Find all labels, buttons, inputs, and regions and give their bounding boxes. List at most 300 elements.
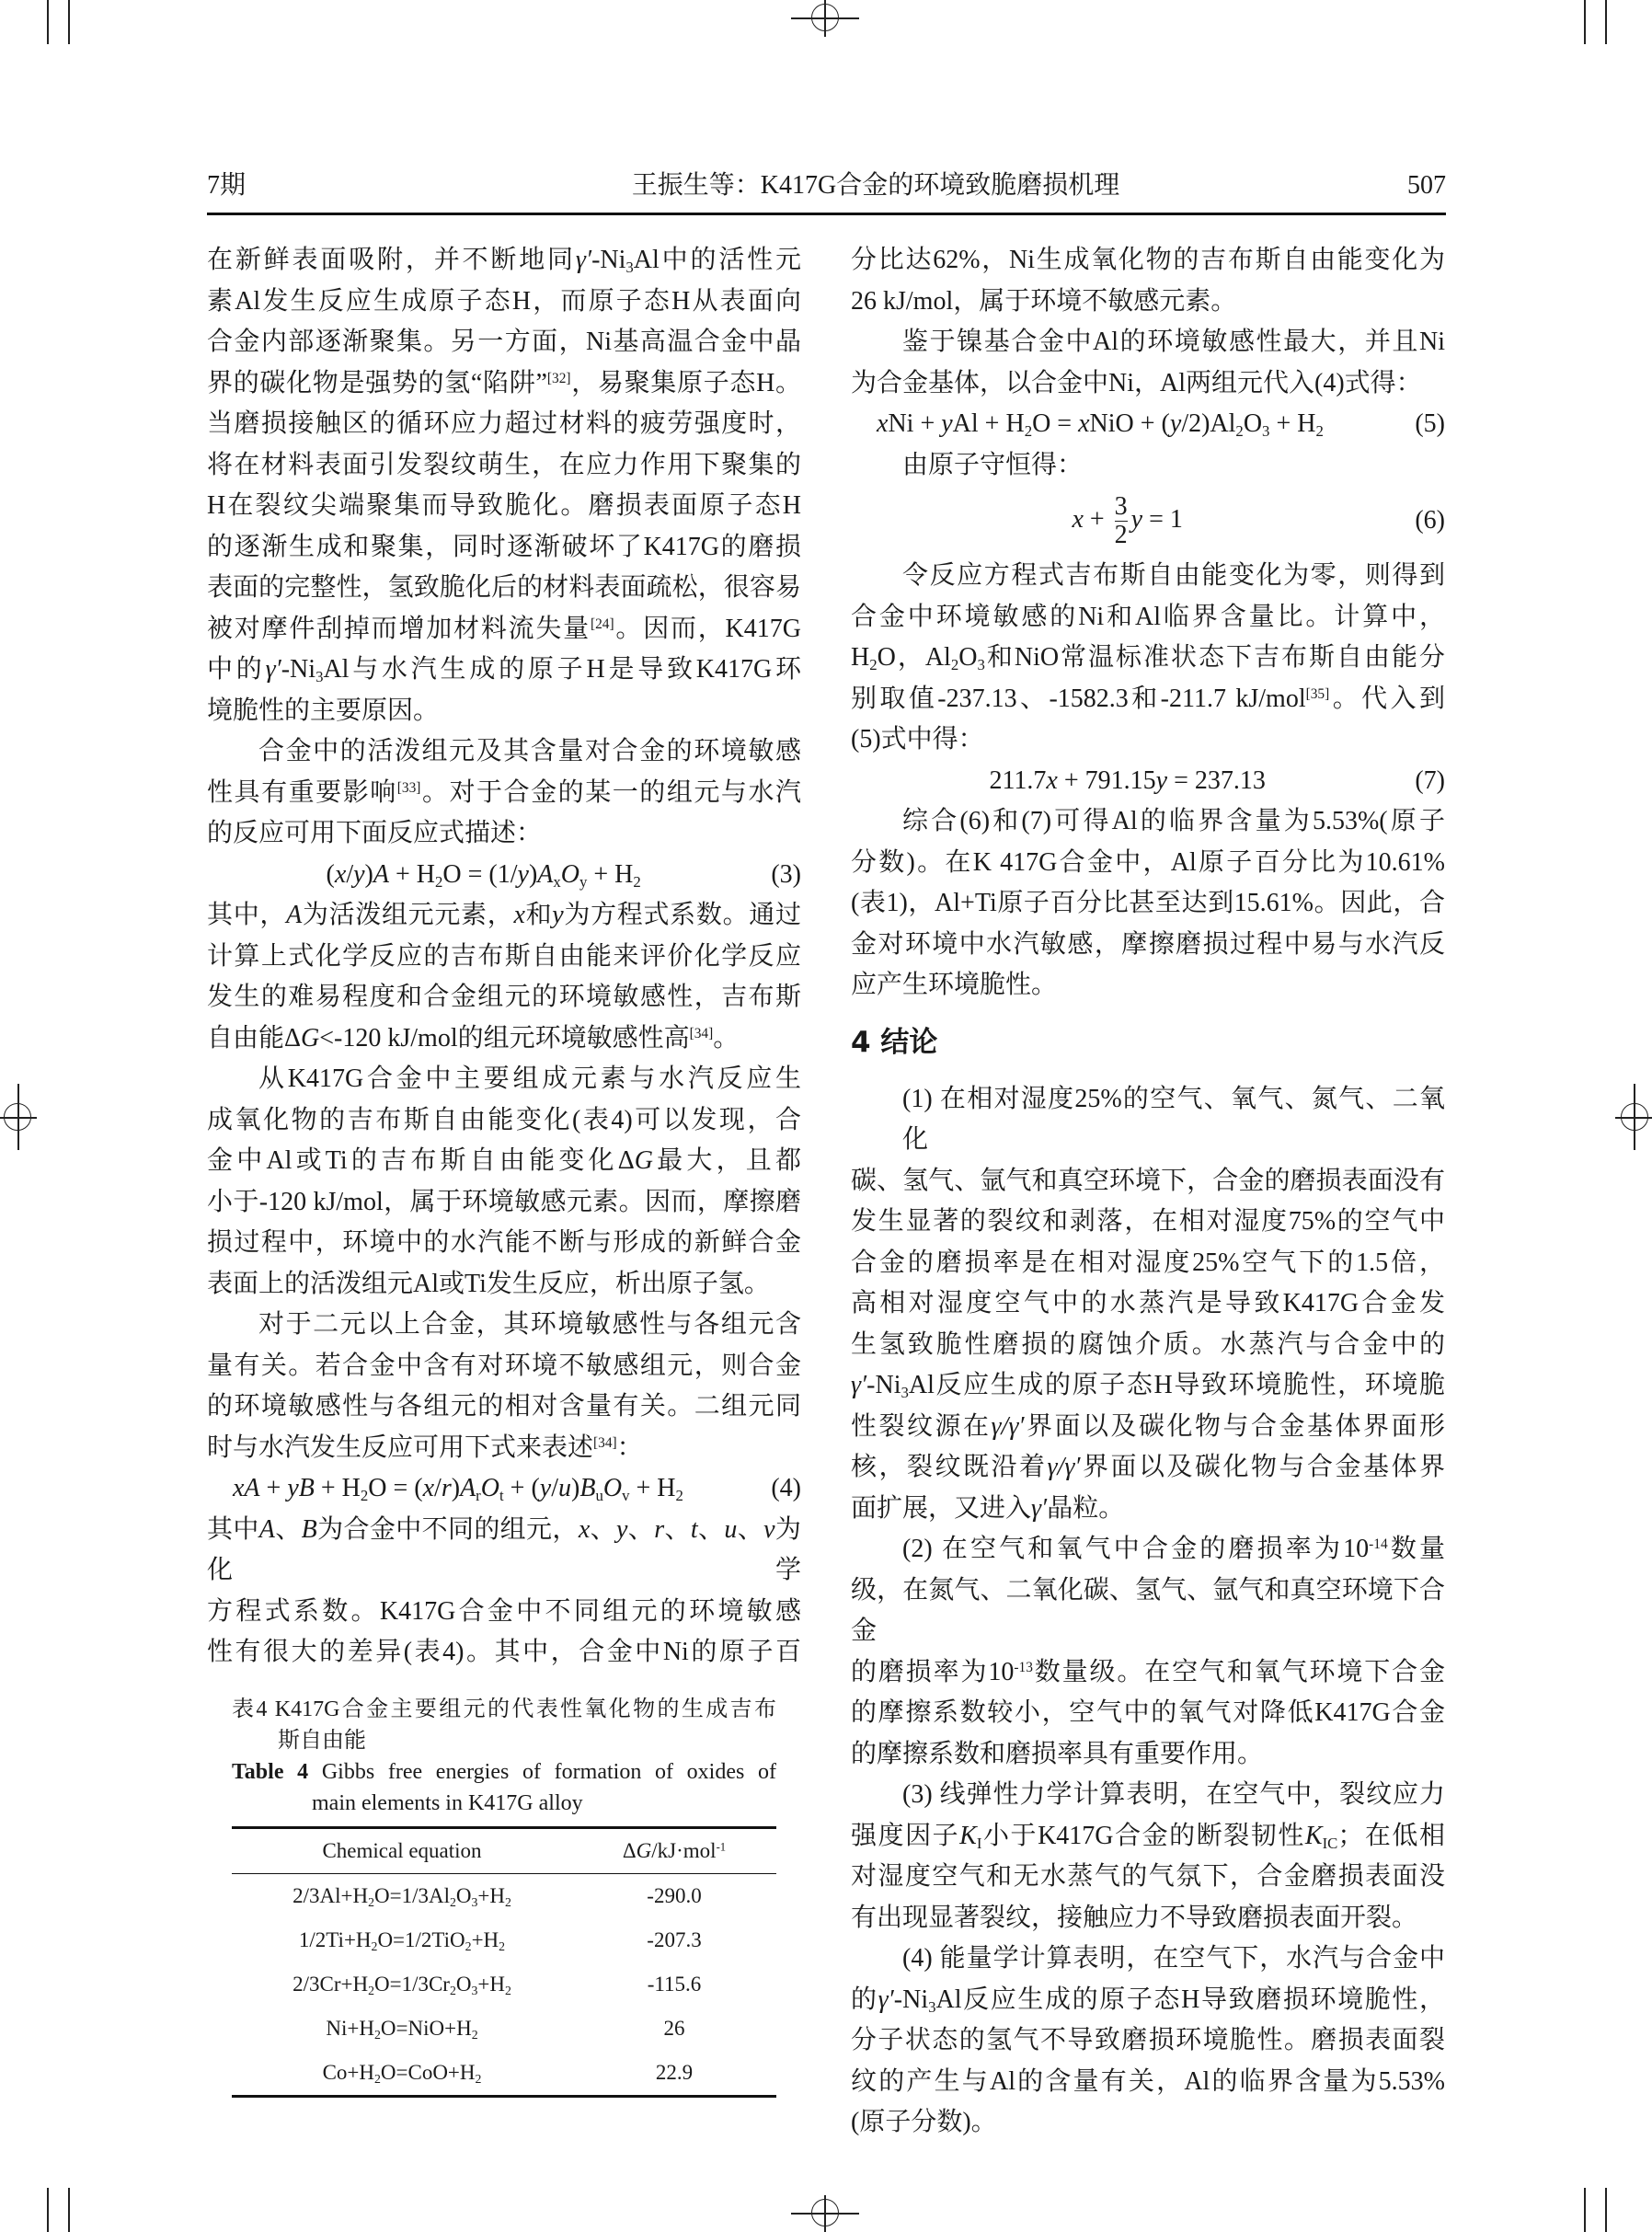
text-run: 2 [373, 2071, 381, 2086]
text-run: 和 [524, 901, 553, 929]
caption-en-label: Table 4 [232, 1759, 309, 1784]
text-run: O [1243, 409, 1263, 438]
text-run: 、 [590, 1514, 616, 1544]
fraction [1115, 493, 1128, 549]
text-line [207, 568, 801, 609]
text-line [851, 679, 1445, 720]
text-run: H [851, 643, 870, 672]
text-run: 3 [928, 1997, 936, 2016]
text-line [207, 1182, 801, 1224]
page-number: 507 [1407, 171, 1446, 200]
text-run: 3 [471, 1894, 478, 1909]
text-run: x [1046, 765, 1058, 795]
text-line [207, 1264, 801, 1306]
text-run: x [877, 409, 889, 438]
fraction-numerator: 3 [1114, 491, 1128, 521]
equation-number: (4) [771, 1474, 801, 1502]
text-line [207, 527, 801, 569]
text-run: 2 [475, 2071, 482, 2086]
text-run: 时与水汽发生反应可用下式来表述 [207, 1432, 594, 1462]
text-line [851, 1407, 1445, 1448]
text-run: 其中， [207, 901, 287, 929]
equation [851, 486, 1445, 556]
text-run: 其中 [207, 1514, 259, 1544]
table-row [232, 2051, 776, 2098]
equation [207, 855, 801, 896]
text-run: 发生显著的裂纹和剥落，在相对湿度75%的空气中 [851, 1207, 1445, 1236]
chemical-equation-cell [232, 1874, 572, 1918]
table-header-row [232, 1826, 776, 1874]
text-run: yB [287, 1474, 315, 1502]
text-line [851, 597, 1445, 639]
equation-number: (3) [771, 859, 801, 889]
text-run: Al反应生成的原子态H导致磨损环境脆性， [935, 1985, 1445, 2014]
text-run: 2 [471, 2027, 478, 2042]
text-run: 2 [869, 656, 878, 674]
text-run: 级，在氮气、二氧化碳、氢气、氩气和真空环境下合金 [851, 1575, 1445, 1645]
table-row [232, 1874, 776, 1918]
text-run: O [958, 643, 978, 672]
text-run: O=CoO+H [380, 2060, 476, 2084]
text-run: 2 [371, 1939, 378, 1953]
text-line [207, 1510, 801, 1592]
text-run: A [258, 1514, 275, 1544]
text-run: x [578, 1514, 591, 1544]
table-caption [232, 1694, 776, 1819]
equation [851, 404, 1445, 445]
text-run: 2/3Cr+H [293, 1972, 369, 1996]
text-line [851, 883, 1445, 925]
text-line [207, 1592, 801, 1633]
text-run: r [654, 1514, 665, 1544]
text-run: 为合金基体，以合金中Ni，Al两组元代入(4)式得： [851, 368, 1422, 397]
text-line [851, 1161, 1445, 1202]
text-line [207, 404, 801, 445]
text-run: u [595, 1487, 603, 1505]
text-run: (4) 能量学计算表明，在空气下，水汽与合金中 [902, 1944, 1445, 1973]
table-row [232, 2007, 776, 2051]
text-run: + H [1269, 409, 1316, 438]
text-run: (2) 在空气和氧气中合金的磨损率为10 [902, 1535, 1370, 1563]
fraction-denominator: 2 [1114, 520, 1128, 549]
text-run: 2 [434, 872, 443, 891]
text-run: γ/γ′ [1047, 1453, 1081, 1481]
table-row [232, 1962, 776, 2007]
registration-mark-icon [824, 0, 826, 37]
text-run: 表面的完整性，氢致脆化后的材料表面疏松，很容易 [207, 573, 801, 602]
caption-en-line: main elements in K417G alloy [312, 1790, 583, 1815]
delta-g-cell: 26 [663, 2016, 685, 2040]
text-run: 合金中环境敏感的Ni和Al临界含量比。计算中， [851, 602, 1445, 631]
text-run: 当磨损接触区的循环应力超过材料的疲劳强度时， [207, 409, 801, 438]
text-run: 素Al发生反应生成原子态H，而原子态H从表面向 [207, 286, 801, 316]
text-run: 和NiO常温标准状态下吉布斯自由能分 [984, 643, 1445, 672]
text-line [851, 1652, 1445, 1694]
text-run: <-120 kJ/mol的组元环境敏感性高 [319, 1023, 690, 1053]
text-run: K [959, 1821, 977, 1850]
text-run: 2 [368, 1983, 374, 1997]
chemical-equation-cell [232, 1918, 572, 1962]
equation-number: (5) [1415, 409, 1445, 438]
text-run: 量有关。若合金中含有对环境不敏感组元，则合金 [207, 1351, 801, 1380]
delta-g-cell: -207.3 [647, 1927, 702, 1951]
text-line [851, 925, 1445, 966]
text-run: 境脆性的主要原因。 [207, 696, 440, 725]
text-run: (表1)，Al+Ti原子百分比甚至达到15.61%。因此，合 [851, 889, 1445, 917]
text-line [207, 731, 801, 773]
text-run: O=NiO+H [380, 2016, 472, 2040]
text-line [207, 1100, 801, 1142]
table-4 [232, 1826, 776, 2098]
text-run: Al中的活性元 [633, 246, 801, 274]
text-run: O = ( [368, 1474, 423, 1502]
text-run: x [513, 901, 525, 929]
text-line [851, 2020, 1445, 2062]
text-run: + H [314, 1474, 361, 1502]
text-run: Δ [622, 1838, 637, 1862]
text-run: 分数)。在K 417G合金中，Al原子百分比为10.61% [851, 847, 1445, 877]
text-run: 、 [664, 1514, 691, 1544]
issue-number: 7期 [207, 171, 247, 200]
text-line [851, 965, 1445, 1007]
text-run: O = (1/ [442, 859, 518, 889]
text-run: ) [364, 859, 373, 889]
text-run: y [552, 901, 564, 929]
text-run: 的反应可用下面反应式描述： [207, 819, 543, 847]
text-run: 为活泼组元元素， [302, 901, 514, 929]
text-run: t [499, 1487, 504, 1505]
text-run: y [941, 409, 953, 438]
equation-body [851, 761, 1404, 802]
delta-g-cell: 22.9 [655, 2060, 694, 2084]
text-run: xA [233, 1474, 260, 1502]
registration-mark-icon [1634, 1084, 1635, 1150]
text-line [851, 240, 1445, 282]
text-run: (3) 线弹性力学计算表明，在空气中，裂纹应力 [902, 1780, 1445, 1809]
crop-mark [1605, 2188, 1607, 2232]
text-run: 合金中的活泼组元及其含量对合金的环境敏感 [258, 737, 801, 765]
text-run: 面扩展，又进入 [851, 1493, 1032, 1523]
citation: [24] [590, 616, 614, 632]
text-line [851, 1857, 1445, 1898]
text-run: 2/3Al+H [293, 1883, 369, 1907]
text-run: 从K417G合金中主要组成元素与水汽反应生 [258, 1064, 801, 1093]
text-run: 核，裂纹既沿着 [851, 1453, 1048, 1481]
citation: [32] [546, 370, 571, 386]
caption-cn-line: 斯自由能 [278, 1728, 366, 1753]
crop-mark [1605, 0, 1607, 44]
text-run: 2 [1235, 422, 1244, 441]
text-run: 生氢致脆性磨损的腐蚀介质。水蒸汽与合金中的 [851, 1329, 1445, 1359]
chemical-equation-cell [232, 2051, 572, 2095]
text-line [207, 691, 801, 732]
column-header: Chemical equation [322, 1838, 482, 1862]
text-line [207, 322, 801, 363]
text-run: O [480, 1474, 499, 1502]
text-run: u [724, 1514, 738, 1544]
text-run: 纹的产生与Al的含量有关，Al的临界含量为5.53% [851, 2066, 1445, 2096]
text-run: ) [571, 1474, 580, 1502]
text-run: 为方程式系数。通过 [563, 901, 801, 929]
text-run: 分子状态的氢气不导致磨损环境脆性。磨损表面裂 [851, 2026, 1445, 2054]
text-run: I [976, 1834, 982, 1852]
text-line [207, 650, 801, 691]
text-run: 金中Al或Ti的吉布斯自由能变化Δ [207, 1146, 635, 1175]
text-run: v [763, 1514, 775, 1544]
text-run: 表面上的活泼组元Al或Ti发生反应，析出原子氢。 [207, 1269, 770, 1298]
text-line [851, 638, 1445, 679]
text-line [851, 445, 1445, 487]
text-line [851, 1447, 1445, 1489]
text-line [851, 1693, 1445, 1734]
text-line [851, 1489, 1445, 1530]
text-line [207, 1305, 801, 1346]
text-run: ) [451, 1474, 461, 1502]
text-line [207, 1059, 801, 1100]
text-run: 由原子守恒得： [902, 450, 1084, 479]
text-run: γ′ [1031, 1493, 1048, 1523]
text-run: 方程式系数。K417G合金中不同组元的环境敏感 [207, 1596, 801, 1626]
text-run: 2 [368, 1894, 374, 1909]
text-run: 26 kJ/mol，属于环境不敏感元素。 [851, 286, 1237, 316]
text-run: (1) 在相对湿度25%的空气、氧气、氮气、二氧化 [902, 1084, 1445, 1154]
text-run: γ′ [575, 246, 592, 274]
citation: [34] [689, 1025, 714, 1041]
text-run: 合金内部逐渐聚集。另一方面，Ni基高温合金中晶 [207, 328, 801, 356]
text-run: 2 [950, 656, 959, 674]
text-line [851, 282, 1445, 323]
text-run: 损过程中，环境中的水汽能不断与形成的新鲜合金 [207, 1228, 801, 1257]
text-run: -Ni [893, 1985, 929, 2014]
text-run: 为化学 [207, 1514, 801, 1584]
text-run: 3 [471, 1983, 478, 1997]
text-run: x [553, 872, 561, 891]
text-run: 为合金中不同的组元， [316, 1514, 579, 1544]
text-run: O [560, 859, 579, 889]
text-line [851, 1570, 1445, 1652]
text-run: Ni + [888, 409, 942, 438]
crop-mark [1584, 2188, 1586, 2232]
text-run: O = [1032, 409, 1079, 438]
equation [207, 1468, 801, 1510]
registration-mark-icon [824, 2195, 826, 2232]
text-line [207, 773, 801, 814]
text-run: A [537, 859, 554, 889]
text-run: ： [616, 1432, 643, 1462]
text-run: 、 [627, 1514, 655, 1544]
text-run: y [517, 859, 529, 889]
text-run: y [1130, 504, 1143, 534]
text-run: = 237.13 [1167, 765, 1266, 795]
text-run: (原子分数)。 [851, 2108, 997, 2136]
text-run: u [558, 1474, 572, 1502]
text-run: 2 [633, 872, 641, 891]
text-run: 2 [449, 1983, 456, 1997]
text-line [207, 813, 801, 855]
text-run: 、 [737, 1514, 764, 1544]
text-run: γ′ [851, 1371, 867, 1399]
text-run: +H [471, 1927, 499, 1951]
text-run: -Ni [281, 655, 316, 684]
citation: [33] [396, 779, 421, 796]
text-run: γ/γ′ [991, 1411, 1025, 1441]
citation: -1 [716, 1839, 727, 1853]
caption-en-line: Gibbs free energies of formation of oxides of [308, 1759, 776, 1784]
text-run: 界的碳化物是强势的氢“陷阱” [207, 368, 547, 397]
text-line [851, 1816, 1445, 1858]
text-run: 性裂纹源在 [851, 1411, 992, 1441]
text-line [851, 556, 1445, 597]
text-run: O=1/2TiO [377, 1927, 465, 1951]
text-run: 计算上式化学反应的吉布斯自由能来评价化学反应 [207, 941, 801, 971]
text-run: /kJ·mol [651, 1838, 717, 1862]
text-run: 应产生环境脆性。 [851, 971, 1058, 999]
text-run: 2 [505, 1894, 511, 1909]
text-run: IC [1322, 1834, 1338, 1852]
equation-body [207, 1468, 760, 1510]
text-run: 性有很大的差异(表4)。其中，合金中Ni的原子百 [207, 1638, 801, 1666]
text-run: 2 [449, 1894, 456, 1909]
text-run: 数量级。在空气和氧气环境下合金 [1032, 1657, 1445, 1686]
text-run: 3 [315, 668, 324, 686]
text-run: y [616, 1514, 628, 1544]
text-run: 成氧化物的吉布斯自由能变化(表4)可以发现，合 [207, 1105, 801, 1134]
text-run: 2 [1024, 422, 1033, 441]
crop-mark [1584, 0, 1586, 44]
text-line [851, 1529, 1445, 1570]
text-run: 3 [625, 259, 634, 277]
crop-mark [68, 2188, 70, 2232]
text-run: x [334, 859, 347, 889]
text-line [851, 843, 1445, 884]
citation: -13 [1014, 1659, 1033, 1675]
delta-g-cell: -290.0 [647, 1883, 702, 1907]
text-run: 2 [465, 1939, 472, 1953]
text-run: 数量 [1387, 1535, 1445, 1563]
text-run: 。因而，K417G [614, 614, 801, 643]
equation-body [207, 855, 760, 896]
text-run: O，Al [877, 643, 951, 672]
text-run: 界面以及碳化物与合金基体界面形 [1024, 1411, 1445, 1441]
text-run: O=1/3Al [373, 1883, 450, 1907]
text-line [207, 1386, 801, 1428]
text-line [851, 363, 1445, 405]
text-run: Co+H [322, 2060, 374, 2084]
text-run: H在裂纹尖端聚集而导致脆化。磨损表面原子态H [207, 491, 801, 520]
text-run: + H [629, 1474, 676, 1502]
text-run: 、 [274, 1514, 302, 1544]
text-run: = 1 [1142, 504, 1183, 534]
text-line [851, 1202, 1445, 1243]
text-line [851, 801, 1445, 843]
text-run: 3 [901, 1384, 909, 1402]
text-run: 别取值-237.13、-1582.3和-211.7 kJ/mol [851, 684, 1306, 713]
text-run: 的摩擦系数和磨损率具有重要作用。 [851, 1739, 1264, 1768]
text-run: 的环境敏感性与各组元的相对含量有关。二组元同 [207, 1392, 801, 1421]
text-run: 1/2Ti+H [298, 1927, 372, 1951]
text-line [851, 1079, 1445, 1161]
text-run: γ′ [265, 655, 281, 684]
delta-g-cell: -115.6 [647, 1972, 702, 1996]
text-line [851, 1775, 1445, 1816]
citation: [34] [593, 1434, 617, 1451]
text-run: 。对于合金的某一的组元与水汽 [420, 777, 801, 807]
text-run: A [286, 901, 303, 929]
equation-body [851, 493, 1404, 549]
text-run: 自由能Δ [207, 1023, 302, 1053]
crop-mark [68, 0, 70, 44]
text-run: K [1304, 1821, 1323, 1850]
text-run: 被对摩件刮掉而增加材料流失量 [207, 614, 591, 643]
text-run: 令反应方程式吉布斯自由能变化为零，则得到 [902, 561, 1445, 590]
text-line [207, 1346, 801, 1387]
text-run: + [259, 1474, 288, 1502]
text-line [207, 1018, 801, 1060]
text-run: O [455, 1883, 472, 1907]
text-run: v [622, 1487, 630, 1505]
text-run: 2 [374, 2027, 381, 2042]
text-line [207, 609, 801, 650]
text-run: 2 [505, 1983, 511, 1997]
text-run: x [1072, 504, 1084, 534]
section-heading: 4 结论 [851, 1025, 938, 1059]
crop-mark [47, 0, 49, 44]
text-run: O [602, 1474, 623, 1502]
text-run: r [441, 1474, 452, 1502]
citation: [35] [1305, 685, 1330, 702]
text-line [851, 719, 1445, 761]
text-run: +H [477, 1972, 505, 1996]
text-run: 小于K417G合金的断裂韧性 [981, 1821, 1305, 1850]
equation-number: (7) [1415, 765, 1445, 795]
text-run: 。代入到 [1329, 684, 1445, 713]
text-run: + [1083, 504, 1111, 534]
right-column [851, 240, 1445, 2144]
text-run: t [690, 1514, 698, 1544]
text-run: 2 [360, 1487, 369, 1505]
chemical-equation-cell [232, 2007, 572, 2051]
text-line [207, 1632, 801, 1674]
text-run: 将在材料表面引发裂纹萌生，在应力作用下聚集的 [207, 450, 801, 479]
text-run: Ni+H [326, 2016, 374, 2040]
text-run: / [434, 1474, 442, 1502]
text-run: 2 [675, 1487, 683, 1505]
text-run: 晶粒。 [1047, 1493, 1125, 1523]
running-title: 王振生等：K417G合金的环境致脆磨损机理 [631, 171, 1120, 200]
text-run: (5)式中得： [851, 725, 984, 754]
text-run: r [476, 1487, 481, 1505]
text-line [207, 937, 801, 978]
text-line [851, 2102, 1445, 2144]
text-run: 3 [977, 656, 985, 674]
text-run: y [1155, 765, 1168, 795]
text-line [207, 445, 801, 487]
text-line [207, 895, 801, 937]
text-run: 最大，且都 [652, 1146, 801, 1175]
text-run: 中的 [207, 655, 266, 684]
registration-mark-icon [17, 1084, 19, 1150]
text-run: Al与水汽生成的原子H是导致K417G环 [323, 655, 801, 684]
caption-cn-line: 表4 K417G合金主要组元的代表性氧化物的生成吉布 [232, 1697, 776, 1721]
text-run: 3 [1262, 422, 1270, 441]
text-run: G [634, 1146, 653, 1175]
text-line [851, 1365, 1445, 1407]
text-run: 对湿度空气和无水蒸气的气氛下，合金磨损表面没 [851, 1862, 1445, 1891]
text-run: 合金的磨损率是在相对湿度25%空气下的1.5倍， [851, 1248, 1445, 1277]
text-run: 在新鲜表面吸附，并不断地同 [207, 246, 576, 274]
text-run: -Ni [591, 246, 626, 274]
text-run: /2)Al [1181, 409, 1236, 438]
